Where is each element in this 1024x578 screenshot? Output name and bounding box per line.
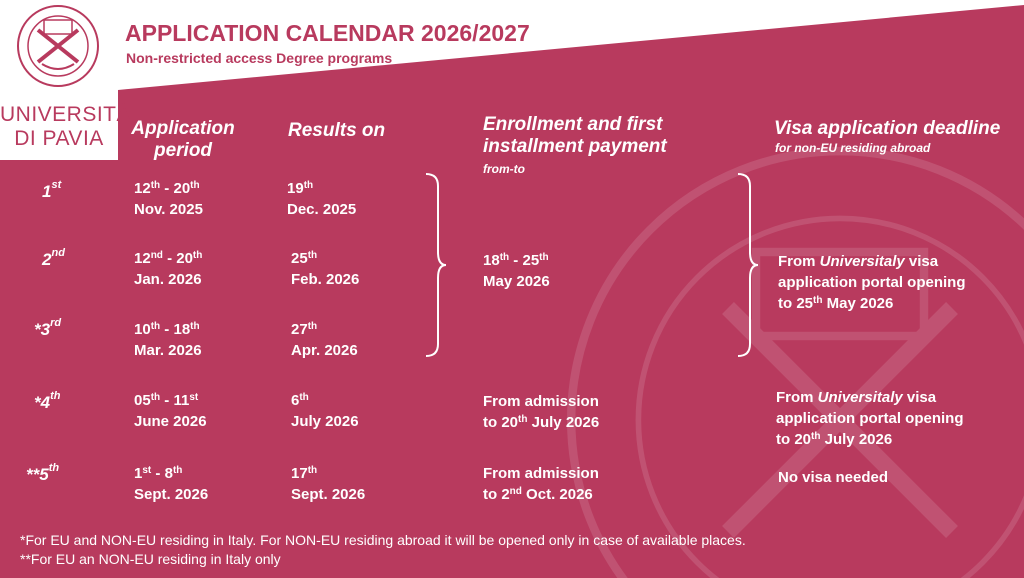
logo-line-1: UNIVERSITÀ [0, 103, 132, 126]
brace-visa [736, 172, 760, 358]
result-5: 17th Sept. 2026 [291, 465, 366, 503]
period-4: 05th - 11st June 2026 [134, 392, 207, 430]
result-1: 19th Dec. 2025 [287, 180, 357, 218]
header-period-line1: Application [131, 118, 235, 139]
result-2: 25th Feb. 2026 [291, 250, 360, 288]
header-enroll-sub: from-to [483, 162, 525, 176]
enroll-group-1-3: 18th - 25th May 2026 [483, 252, 550, 290]
header-enroll-line2: installment payment [483, 136, 667, 157]
footnote-1: *For EU and NON-EU residing in Italy. For NON-EU residing abroad it will be opened only in case of available places. [20, 532, 746, 548]
header-visa-sub: for non-EU residing abroad [775, 141, 931, 155]
header-results-on: Results on [288, 120, 386, 141]
row-label-2: 2nd [42, 247, 65, 269]
logo-line-2: DI PAVIA [14, 127, 104, 150]
row-label-4: *4th [34, 390, 61, 412]
header-application-period [128, 118, 238, 162]
footnote-2: **For EU an NON-EU residing in Italy only [20, 551, 281, 567]
row-label-5: **5th [26, 462, 60, 484]
period-2: 12nd - 20th Jan. 2026 [134, 250, 203, 288]
header-enroll-line1: Enrollment and first [483, 114, 663, 135]
page-title: APPLICATION CALENDAR 2026/2027 [125, 20, 530, 46]
period-5: 1st - 8th Sept. 2026 [134, 465, 209, 503]
header-period-line2: period [153, 140, 213, 161]
visa-5: No visa needed [778, 469, 889, 486]
brace-enrollment [424, 172, 448, 358]
row-label-3: *3rd [34, 317, 62, 339]
result-3: 27th Apr. 2026 [291, 321, 358, 359]
result-4: 6th July 2026 [291, 392, 359, 430]
visa-4: From Universitaly visa application portal opening to 20th July 2026 [776, 389, 964, 448]
visa-group-1-3: From Universitaly visa application portal opening to 25th May 2026 [778, 253, 966, 312]
period-1: 12th - 20th Nov. 2025 [134, 180, 203, 218]
header-visa: Visa application deadline [774, 118, 1001, 139]
enroll-5: From admission to 2nd Oct. 2026 [483, 465, 599, 503]
period-3: 10th - 18th Mar. 2026 [134, 321, 202, 359]
page-subtitle: Non-restricted access Degree programs [126, 50, 393, 66]
row-label-1: 1st [42, 179, 62, 201]
header-enrollment [483, 114, 667, 158]
enroll-4: From admission to 20th July 2026 [483, 393, 600, 431]
seal-watermark [560, 140, 1024, 578]
